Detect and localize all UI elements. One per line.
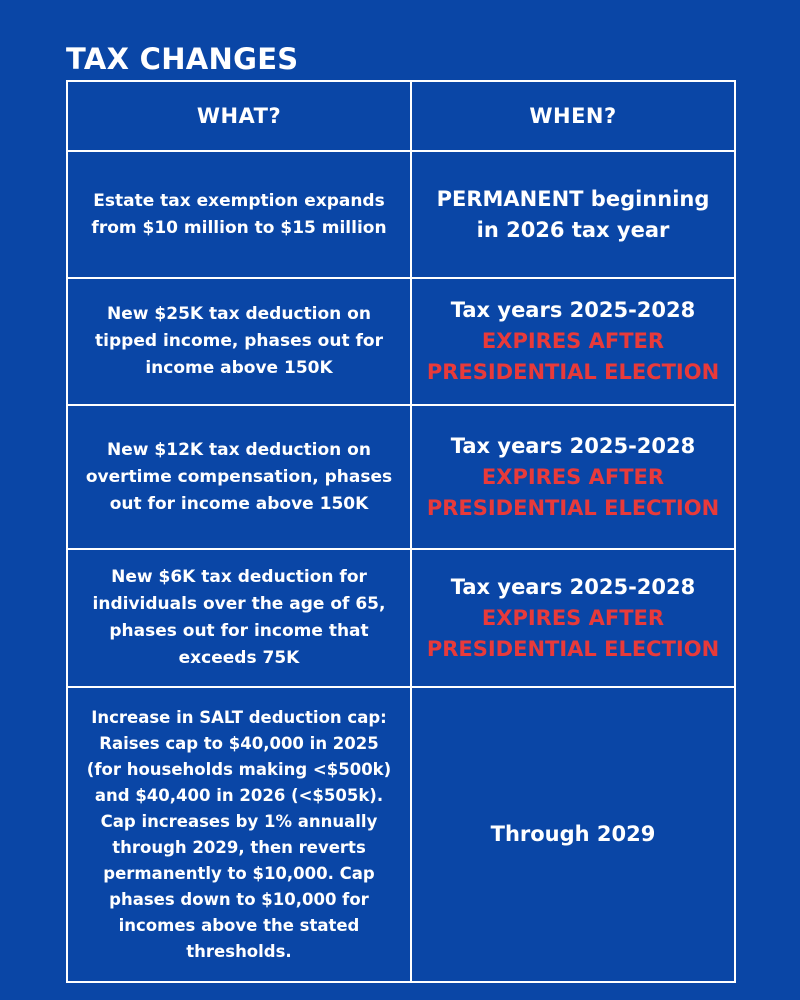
table-row [67, 151, 735, 278]
row-what-cell: Increase in SALT deduction cap: Raises cap to $40,000 in 2025 (for households making <$500k) and $40,400 in 2026 (<$505k). Cap increases by 1% annually through 2029, then reverts permanently to $10,000. Cap phases down to $10,000 for incomes above the stated thresholds. [67, 687, 411, 982]
row-when-cell [411, 278, 735, 405]
row-when-cell [411, 549, 735, 687]
row-when-cell [411, 151, 735, 278]
when-text: PERMANENT beginning in 2026 tax year [436, 186, 710, 242]
when-text: Tax years 2025-2028 [450, 574, 696, 599]
header-when: WHEN? [411, 81, 735, 151]
row-when-cell [411, 687, 735, 982]
when-text: Tax years 2025-2028 [450, 298, 696, 322]
row-what-cell: Estate tax exemption expands from $10 million to $15 million [67, 151, 411, 278]
row-what-cell: New $12K tax deduction on overtime compensation, phases out for income above 150K [67, 405, 411, 549]
when-text: Tax years 2025-2028 [450, 433, 696, 458]
expiry-warning: EXPIRES AFTER PRESIDENTIAL ELECTION [426, 605, 720, 661]
row-what-cell: New $6K tax deduction for individuals over the age of 65, phases out for income that exceeds 75K [67, 549, 411, 687]
header-what: WHAT? [67, 81, 411, 151]
expiry-warning: EXPIRES AFTER PRESIDENTIAL ELECTION [426, 329, 720, 384]
table-row [67, 687, 735, 982]
table-row [67, 549, 735, 687]
table-row [67, 405, 735, 549]
table-header-row [67, 81, 735, 151]
table-row [67, 278, 735, 405]
page-title: TAX CHANGES [66, 42, 299, 76]
row-what-cell: New $25K tax deduction on tipped income, phases out for income above 150K [67, 278, 411, 405]
tax-changes-table [66, 80, 736, 983]
row-when-cell [411, 405, 735, 549]
when-text: Through 2029 [490, 822, 656, 846]
expiry-warning: EXPIRES AFTER PRESIDENTIAL ELECTION [426, 464, 720, 520]
